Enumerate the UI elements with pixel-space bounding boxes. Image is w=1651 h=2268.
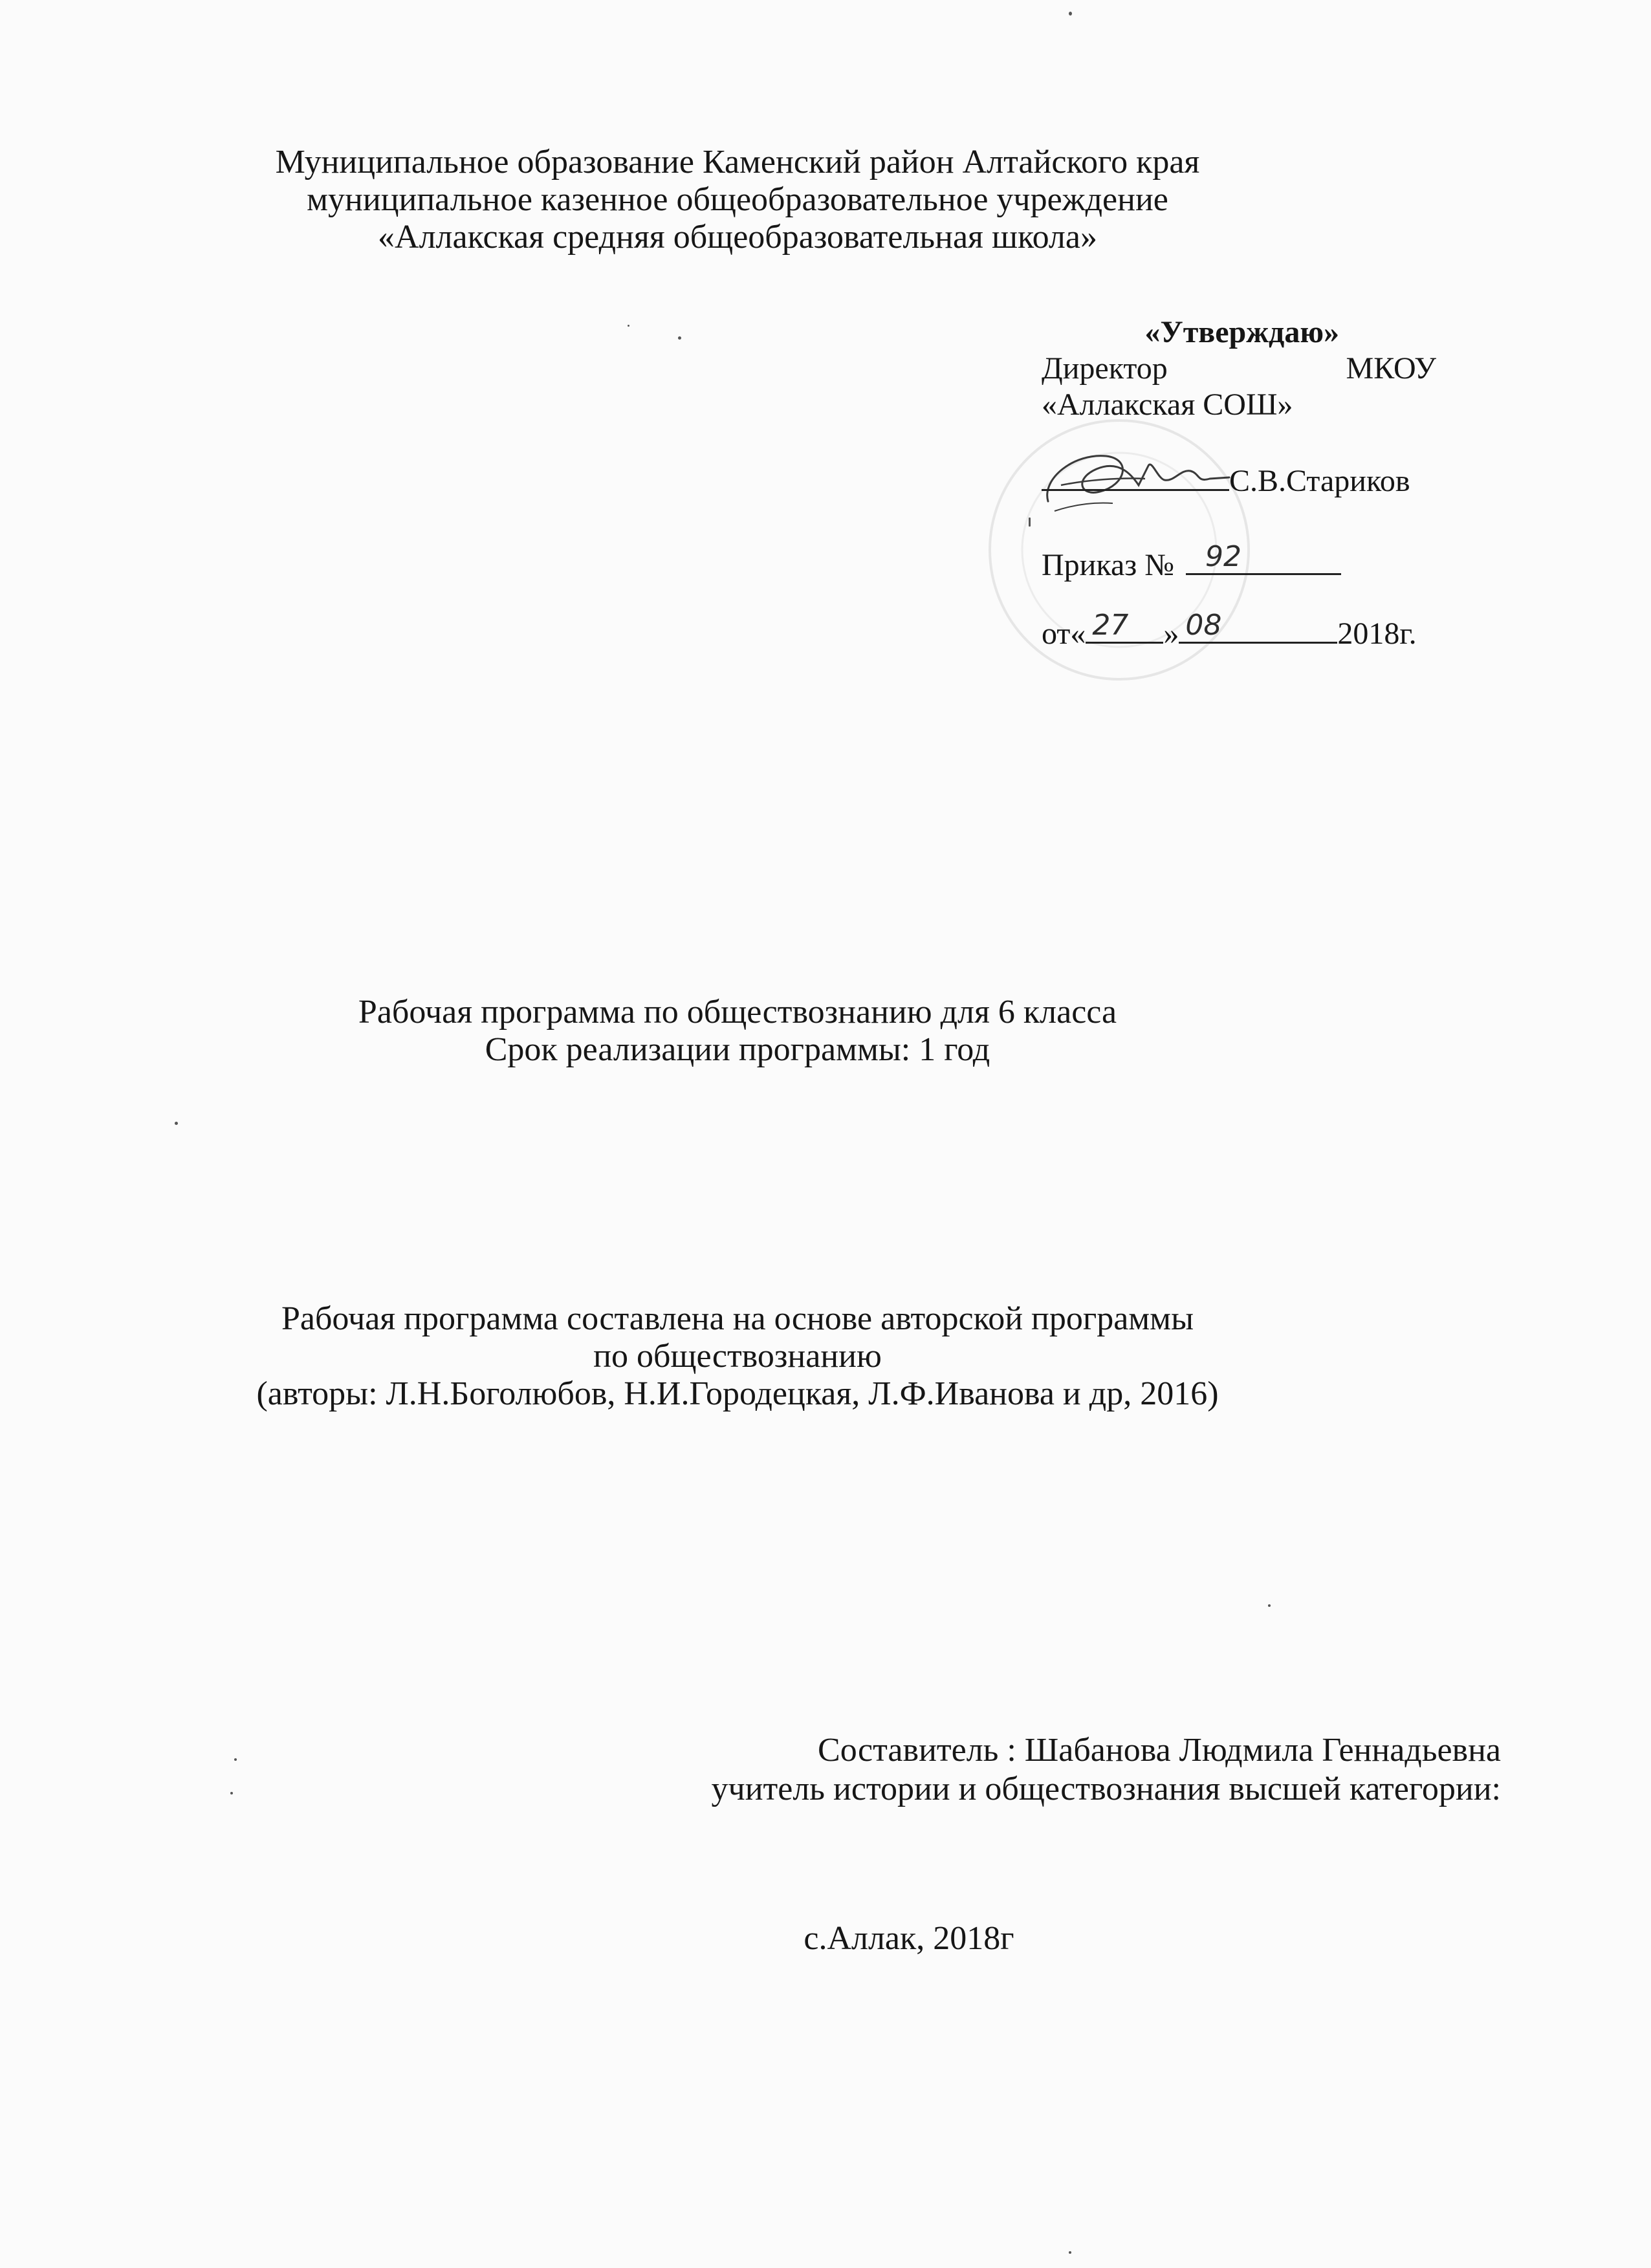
- date-month-handwritten: 08: [1185, 609, 1222, 642]
- date-prefix: от«: [1042, 616, 1086, 651]
- duration-line: Срок реализации программы: 1 год: [485, 1031, 990, 1068]
- order-label: Приказ №: [1042, 548, 1175, 582]
- compiler-block: [582, 1731, 1501, 1809]
- scan-speck: [1268, 1604, 1271, 1607]
- institution-header: [0, 144, 1475, 256]
- approval-position-row: [1042, 351, 1436, 387]
- signatory-name: С.В.Стариков: [1229, 464, 1410, 498]
- program-title: [194, 994, 1281, 1069]
- scan-speck: [1069, 2251, 1071, 2254]
- approval-block: [1042, 314, 1443, 423]
- scan-speck: [628, 325, 629, 327]
- scan-speck: [678, 336, 681, 340]
- order-number-handwritten: 92: [1205, 540, 1242, 573]
- date-day-handwritten: 27: [1092, 609, 1129, 642]
- scan-speck: [230, 1792, 233, 1794]
- compiler-position: учитель истории и обществознания высшей категории:: [711, 1771, 1501, 1807]
- basis-line-1: Рабочая программа составлена на основе авторской программы: [281, 1300, 1194, 1337]
- compiler-name: Составитель : Шабанова Людмила Геннадьевна: [818, 1732, 1501, 1769]
- basis-line-2: по обществознанию: [593, 1338, 882, 1375]
- signature-blank: [1042, 463, 1229, 491]
- date-month-blank: [1179, 609, 1337, 644]
- scan-speck: [234, 1758, 237, 1761]
- approval-org-abbr: МКОУ: [1346, 351, 1436, 386]
- order-number-blank: [1186, 540, 1341, 575]
- scan-speck: [175, 1122, 178, 1125]
- header-line-school-name: «Аллакская средняя общеобразовательная школа»: [378, 219, 1097, 256]
- program-basis: [194, 1300, 1281, 1413]
- approval-school: «Аллакская СОШ»: [1042, 387, 1293, 422]
- approval-position: Директор: [1042, 351, 1168, 386]
- scan-speck: [1029, 518, 1031, 527]
- order-line: [1042, 540, 1341, 583]
- place-and-year: [194, 1920, 1624, 1957]
- approval-heading: «Утверждаю»: [1144, 315, 1339, 349]
- header-line-institution-type: муниципальное казенное общеобразовательное учреждение: [307, 181, 1168, 218]
- date-year: 2018г.: [1337, 616, 1417, 651]
- signature-line: [1042, 463, 1410, 499]
- date-line: [1042, 609, 1417, 651]
- date-day-blank: [1086, 609, 1163, 644]
- date-mid: »: [1163, 616, 1179, 651]
- header-line-municipality: Муниципальное образование Каменский район Алтайского края: [275, 144, 1200, 180]
- scan-speck: [1069, 12, 1072, 16]
- basis-authors: (авторы: Л.Н.Боголюбов, Н.И.Городецкая, Л.Ф.Иванова и др, 2016): [256, 1375, 1219, 1412]
- place-year-text: с.Аллак, 2018г: [804, 1920, 1014, 1957]
- title-line: Рабочая программа по обществознанию для 6 класса: [358, 994, 1117, 1030]
